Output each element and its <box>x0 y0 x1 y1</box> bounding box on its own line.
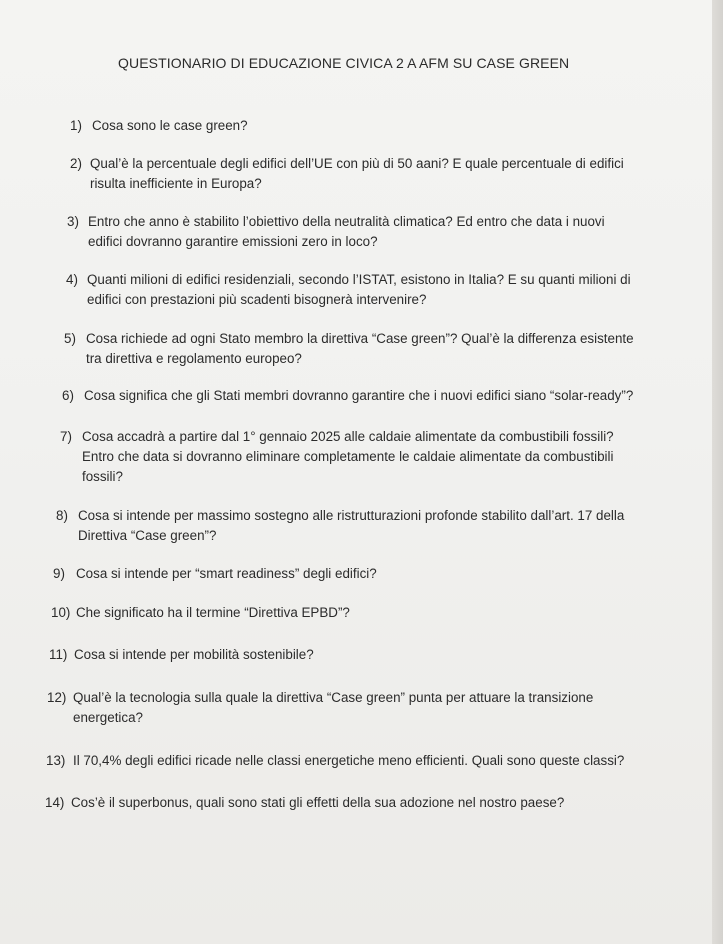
question-text-line: Entro che anno è stabilito l’obiettivo della neutralità climatica? Ed entro che data i nuovi <box>88 214 605 229</box>
question-number: 10) <box>51 605 71 620</box>
question-number: 3) <box>67 214 79 229</box>
question-1 <box>70 116 248 136</box>
question-text-line: energetica? <box>73 710 143 725</box>
question-9 <box>53 564 377 584</box>
question-text-line: Entro che data si dovranno eliminare completamente le caldaie alimentate da combustibili <box>82 449 614 464</box>
page-edge <box>712 0 723 944</box>
question-text-line: Che significato ha il termine “Direttiva EPBD”? <box>76 605 350 620</box>
question-number: 4) <box>66 272 78 287</box>
question-text-line: Cosa sono le case green? <box>92 118 248 133</box>
question-text-line: Cos’è il superbonus, quali sono stati gli effetti della sua adozione nel nostro paese? <box>71 795 565 810</box>
question-text-line: tra direttiva e regolamento europeo? <box>86 351 302 366</box>
question-4 <box>66 270 631 310</box>
question-text-line: Cosa si intende per massimo sostegno alle ristrutturazioni profonde stabilito dall’art. 17 della <box>78 508 625 523</box>
question-number: 11) <box>49 647 68 662</box>
document-title: QUESTIONARIO DI EDUCAZIONE CIVICA 2 A AFM SU CASE GREEN <box>118 55 570 71</box>
question-text-line: Qual’è la tecnologia sulla quale la direttiva “Case green” punta per attuare la transizione <box>73 690 594 705</box>
question-text-line: Qual’è la percentuale degli edifici dell’UE con più di 50 aani? E quale percentuale di edifici <box>90 156 624 171</box>
question-8 <box>56 506 624 546</box>
question-number: 2) <box>70 156 82 171</box>
question-text-line: Direttiva “Case green”? <box>78 528 217 543</box>
question-14 <box>45 793 564 813</box>
question-11 <box>49 645 314 665</box>
question-7 <box>60 427 614 487</box>
question-number: 7) <box>60 429 72 444</box>
question-number: 8) <box>56 508 68 523</box>
question-text-line: fossili? <box>82 469 123 484</box>
question-number: 6) <box>62 388 74 403</box>
question-number: 9) <box>53 566 65 581</box>
question-text-line: Cosa si intende per “smart readiness” degli edifici? <box>76 566 377 581</box>
question-6 <box>62 386 633 406</box>
question-text-line: Il 70,4% degli edifici ricade nelle classi energetiche meno efficienti. Quali sono queste classi? <box>73 753 625 768</box>
question-2 <box>70 154 624 194</box>
question-number: 14) <box>45 795 65 810</box>
question-text-line: Cosa si intende per mobilità sostenibile? <box>74 647 314 662</box>
question-13 <box>46 751 624 771</box>
question-text-line: Cosa richiede ad ogni Stato membro la direttiva “Case green”? Qual’è la differenza esistente <box>86 331 634 346</box>
question-number: 1) <box>70 118 82 133</box>
question-5 <box>64 329 634 369</box>
question-12 <box>47 688 593 728</box>
question-number: 5) <box>64 331 76 346</box>
question-text-line: edifici dovranno garantire emissioni zero in loco? <box>88 234 378 249</box>
question-text-line: Cosa significa che gli Stati membri dovranno garantire che i nuovi edifici siano “solar-ready”? <box>84 388 634 403</box>
question-text-line: edifici con prestazioni più scadenti bisognerà intervenire? <box>87 292 427 307</box>
question-number: 12) <box>47 690 67 705</box>
question-text-line: risulta inefficiente in Europa? <box>90 176 262 191</box>
question-number: 13) <box>46 753 66 768</box>
question-text-line: Cosa accadrà a partire dal 1° gennaio 2025 alle caldaie alimentate da combustibili fossili? <box>82 429 614 444</box>
question-10 <box>51 603 350 623</box>
question-3 <box>67 212 605 252</box>
question-text-line: Quanti milioni di edifici residenziali, secondo l’ISTAT, esistono in Italia? E su quanti milioni di <box>87 272 631 287</box>
